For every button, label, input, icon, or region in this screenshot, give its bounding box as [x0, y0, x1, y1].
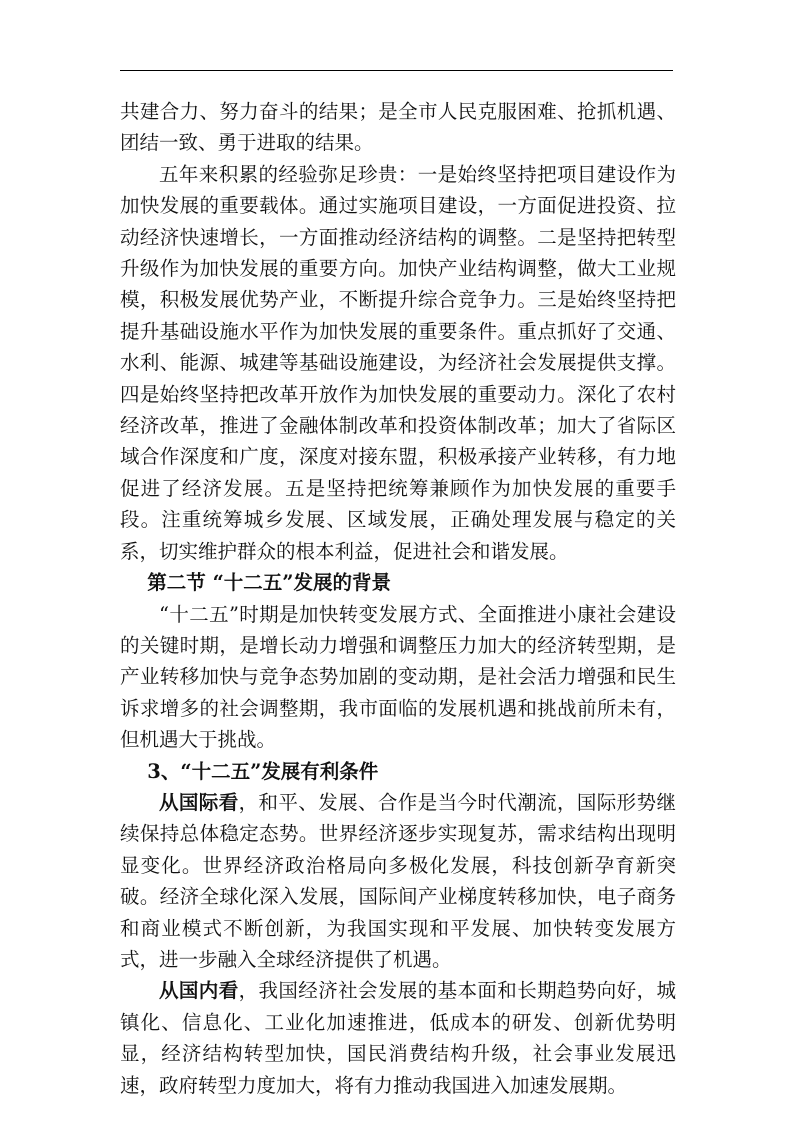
section-heading-background: 第二节 “十二五”发展的背景	[147, 571, 392, 595]
paragraph-experience: 五年来积累的经验弥足珍贵：一是始终坚持把项目建设作为加快发展的重要载体。通过实施项目建设，一方面促进投资、拉动经济快速增长，一方面推动经济结构的调整。二是坚持把转型升级作为加快发展的重要方向。加快产业结构调整，做大工业规模，积极发展优势产业，不断提升综合竞争力。三是始终坚持把提升基础设施水平作为加快发展的重要条件。重点抓好了交通、水利、能源、城建等基础设施建设，为经济社会发展提供支撑。四是始终坚持把改革开放作为加快发展的重要动力。深化了农村经济改革，推进了金融体制改革和投资体制改革；加大了省际区域合作深度和广度，深度对接东盟，积极承接产业转移，有力地促进了经济发展。五是坚持把统筹兼顾作为加快发展的重要手段。注重统筹城乡发展、区域发展，正确处理发展与稳定的关系，切实维护群众的根本利益，促进社会和谐发展。	[120, 162, 676, 563]
document-body	[120, 96, 676, 1101]
paragraph-international	[120, 787, 676, 975]
paragraph-results-continued: 共建合力、努力奋斗的结果；是全市人民克服困难、抢抓机遇、团结一致、勇于进取的结果。	[120, 100, 676, 155]
paragraph-background: “十二五”时期是加快转变发展方式、全面推进小康社会建设的关键时期，是增长动力增强和调整压力加大的经济转型期，是产业转移加快与竞争态势加剧的变动期，是社会活力增强和民生诉求增多的社会调整期，我市面临的发展机遇和挑战前所未有，但机遇大于挑战。	[120, 602, 676, 752]
lead-domestic: 从国内看	[159, 979, 239, 1003]
text-domestic: ，我国经济社会发展的基本面和长期趋势向好，城镇化、信息化、工业化加速推进，低成本的研发、创新优势明显，经济结构转型加快，国民消费结构升级，社会事业发展迅速，政府转型力度加大，将有力推动我国进入加速发展期。	[120, 979, 676, 1097]
header-rule	[120, 70, 673, 71]
text-international: ，和平、发展、合作是当今时代潮流，国际形势继续保持总体稳定态势。世界经济逐步实现复苏，需求结构出现明显变化。世界经济政治格局向多极化发展，科技创新孕育新突破。经济全球化深入发展，国际间产业梯度转移加快，电子商务和商业模式不断创新，为我国实现和平发展、加快转变发展方式，进一步融入全球经济提供了机遇。	[120, 790, 676, 971]
subsection-heading-favorable-conditions: 3、“十二五”发展有利条件	[147, 759, 379, 783]
lead-international: 从国际看	[159, 790, 239, 814]
paragraph-domestic	[120, 975, 676, 1101]
